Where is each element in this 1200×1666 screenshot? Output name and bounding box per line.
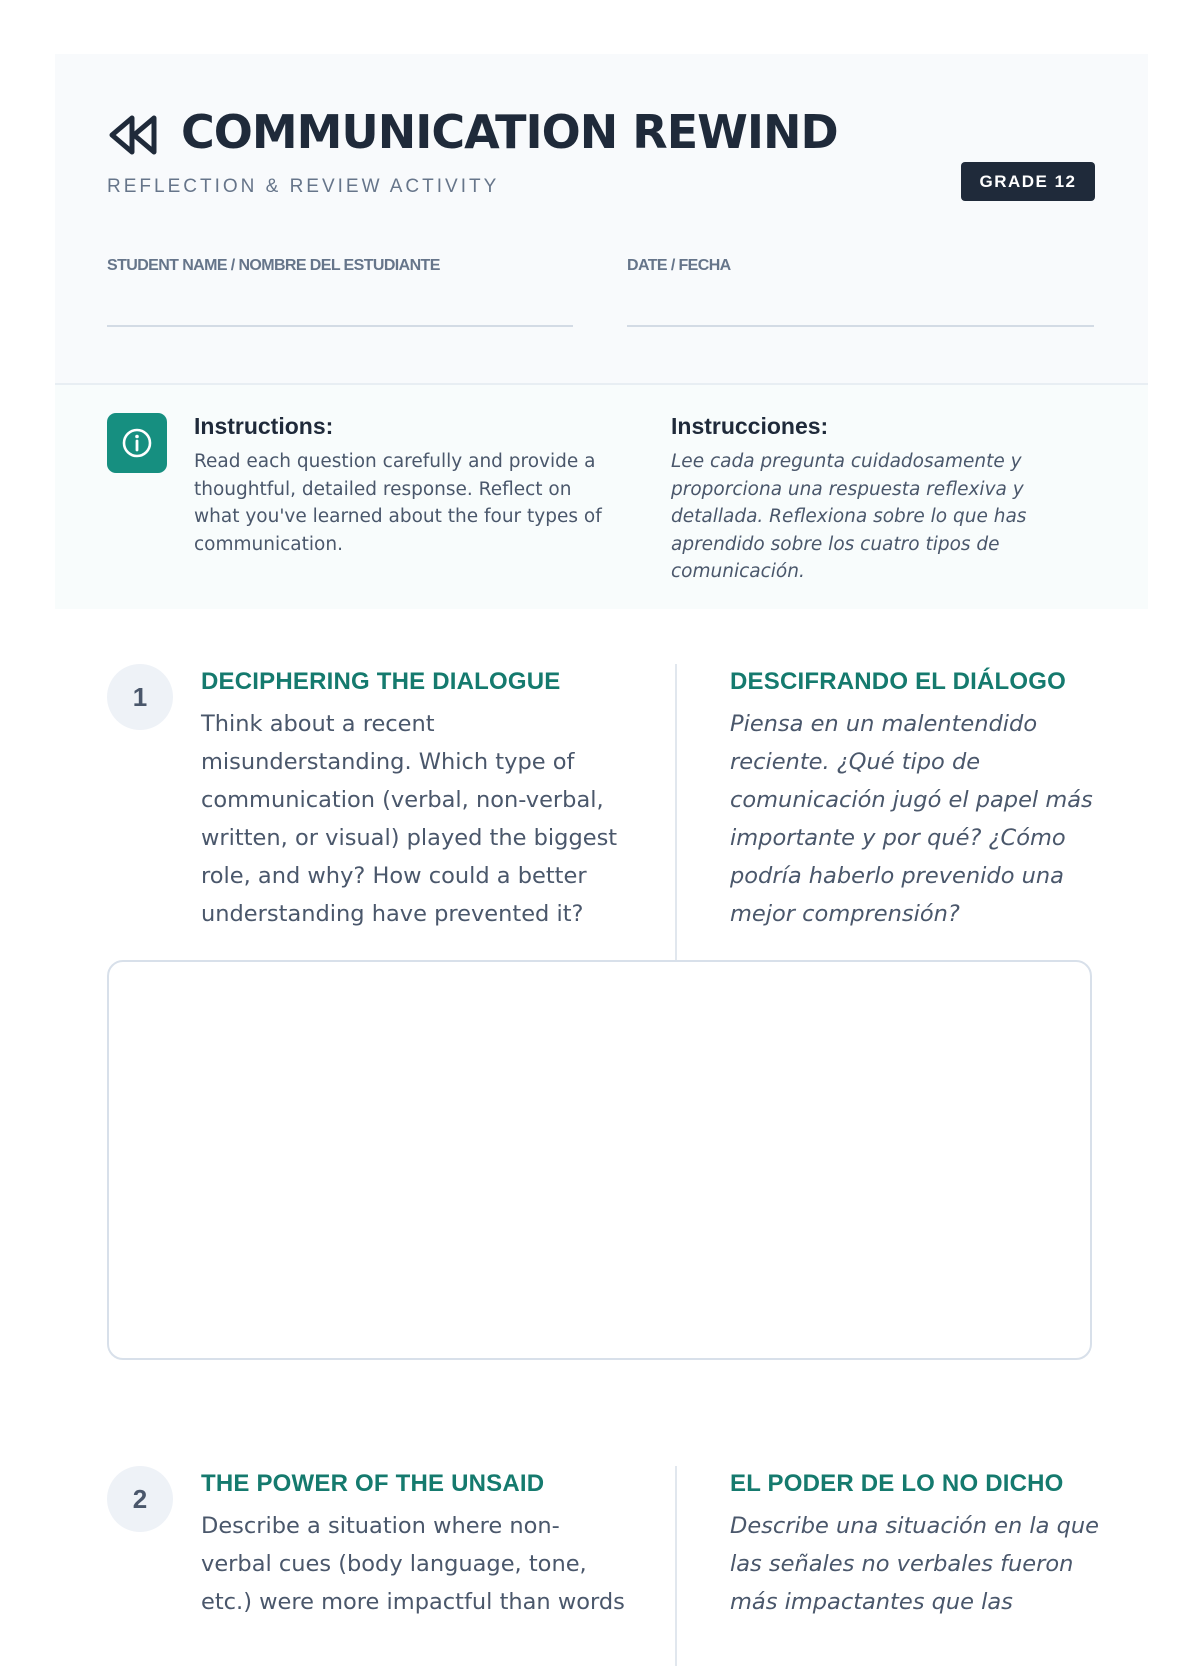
question-divider bbox=[675, 664, 677, 987]
rewind-icon bbox=[107, 114, 161, 156]
question-divider bbox=[675, 1466, 677, 1666]
question-number: 1 bbox=[107, 664, 173, 730]
instructions-panel bbox=[55, 385, 1148, 609]
date-field[interactable] bbox=[627, 325, 1094, 327]
page-subtitle: REFLECTION & REVIEW ACTIVITY bbox=[107, 176, 500, 197]
answer-box[interactable] bbox=[107, 960, 1092, 1360]
student-name-field[interactable] bbox=[107, 325, 573, 327]
question-text-en: Think about a recent misunderstanding. Which type of communication (verbal, non-verbal, written, or visual) played the biggest role, and why? How could a better understanding have prevented it? bbox=[201, 711, 618, 927]
question-heading-es: EL PODER DE LO NO DICHO bbox=[730, 1470, 1064, 1497]
worksheet-header bbox=[55, 54, 1148, 385]
instructions-heading-en: Instructions: bbox=[194, 413, 334, 439]
instructions-text-en: Read each question carefully and provide a thoughtful, detailed response. Reflect on what you've learned about the four types of communication. bbox=[194, 451, 602, 555]
page-title: COMMUNICATION REWIND bbox=[181, 105, 838, 159]
instructions-heading-es: Instrucciones: bbox=[671, 413, 829, 439]
grade-badge: GRADE 12 bbox=[961, 162, 1095, 201]
question-text-es: Piensa en un malentendido reciente. ¿Qué tipo de comunicación jugó el papel más importante y por qué? ¿Cómo podría haberlo prevenido una mejor comprensión? bbox=[730, 711, 1093, 927]
question-text-es: Describe una situación en la que las señales no verbales fueron más impactantes que las bbox=[730, 1513, 1099, 1615]
worksheet-page bbox=[55, 54, 1148, 1615]
instructions-text-es: Lee cada pregunta cuidadosamente y proporciona una respuesta reflexiva y detallada. Reflexiona sobre lo que has aprendido sobre los cuatro tipos de comunicación. bbox=[671, 451, 1027, 582]
question-heading-en: DECIPHERING THE DIALOGUE bbox=[201, 668, 561, 695]
question-text-en: Describe a situation where non-verbal cues (body language, tone, etc.) were more impactful than words bbox=[201, 1513, 625, 1615]
info-icon bbox=[107, 413, 167, 473]
question-number: 2 bbox=[107, 1466, 173, 1532]
student-name-label: STUDENT NAME / NOMBRE DEL ESTUDIANTE bbox=[107, 257, 440, 274]
question-heading-es: DESCIFRANDO EL DIÁLOGO bbox=[730, 668, 1066, 695]
date-label: DATE / FECHA bbox=[627, 257, 731, 274]
question-heading-en: THE POWER OF THE UNSAID bbox=[201, 1470, 545, 1497]
